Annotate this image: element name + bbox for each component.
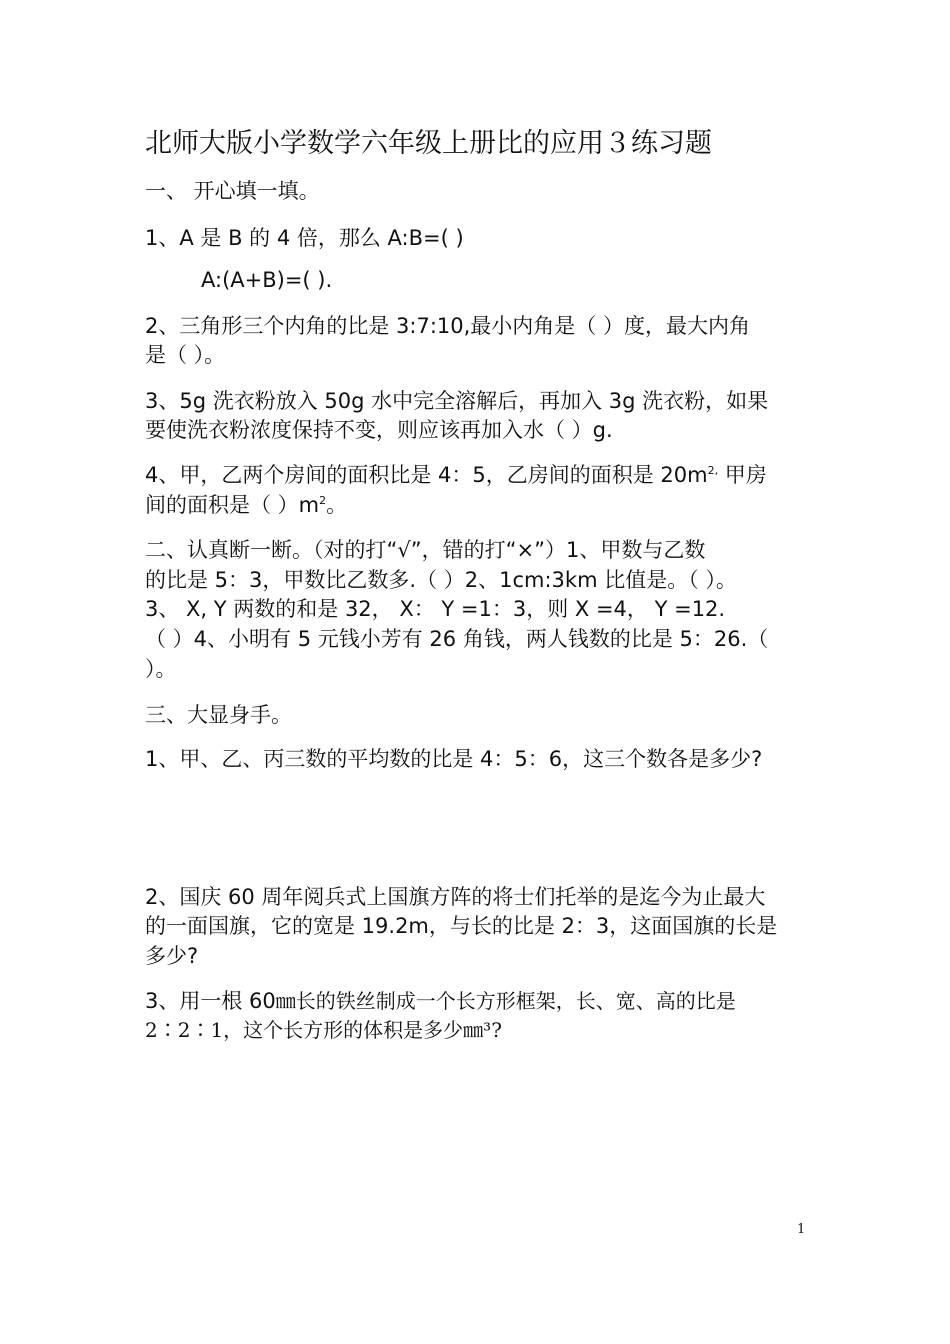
section2-line-4: （ ）4、小明有 5 元钱小芳有 26 角钱，两人钱数的比是 5：26.（ [145,627,769,651]
problem-3-line-1-rest: ㎜长的铁丝制成一个长方形框架，长、宽、高的比是 [275,989,736,1013]
problem-3-line-1-start: 3、用一根 60 [145,989,276,1013]
section2-line-3: 3、 X, Y 两数的和是 32， X： Y =1：3，则 X =4， Y =12. [145,597,726,621]
problem-3-line-1 [145,987,736,1016]
problem-2-line-1: 2、国庆 60 周年阅兵式上国旗方阵的将士们托举的是迄今为止最大 [145,885,766,909]
question-2-line-2: 是（ ）。 [145,343,226,367]
problem-2-line-2: 的一面国旗，它的宽是 19.2m，与长的比是 2：3，这面国旗的长是 [145,914,778,938]
question-1-line-2: A:(A+B)=( ). [201,268,333,292]
question-3-line-1: 3、5g 洗衣粉放入 50g 水中完全溶解后，再加入 3g 洗衣粉，如果 [145,389,769,413]
section2-line-2: 的比是 5：3，甲数比乙数多.（ ）2、1cm:3km 比值是。（ ）。 [145,568,737,592]
problem-2-line-3: 多少? [145,944,199,968]
question-4-line-1-tail: 甲房 [718,463,767,487]
page-title: 北师大版小学数学六年级上册比的应用３练习题 [145,128,712,159]
section1-heading: 一、 开心填一填。 [145,179,320,203]
question-4-line-2 [145,491,347,520]
question-4-line-1-text: 4、甲，乙两个房间的面积比是 4：5，乙房间的面积是 20m [145,463,708,487]
section2-line-5: ）。 [145,657,177,681]
superscript: 2 [319,494,327,507]
question-2-line-1: 2、三角形三个内角的比是 3:7:10,最小内角是（ ）度，最大内角 [145,314,750,338]
section3-heading: 三、大显身手。 [145,703,292,727]
question-1-line-1: 1、A 是 B 的 4 倍，那么 A:B=( ) [145,226,464,250]
question-4-line-2-tail: 。 [326,493,348,517]
section2-line-1: 二、认真断一断。（对的打“√”，错的打“×”）1、甲数与乙数 [145,538,706,562]
question-3-line-2: 要使洗衣粉浓度保持不变，则应该再加入水（ ）g. [145,418,613,442]
problem-3-line-2: 2∶2∶1，这个长方形的体积是多少㎜³? [145,1018,502,1042]
question-4-line-1 [145,461,767,490]
page-number: 1 [797,1222,806,1237]
question-4-line-2-text: 间的面积是（ ）m [145,493,320,517]
superscript: 2, [707,464,719,477]
problem-1: 1、甲、乙、丙三数的平均数的比是 4：5：6，这三个数各是多少? [145,747,763,771]
